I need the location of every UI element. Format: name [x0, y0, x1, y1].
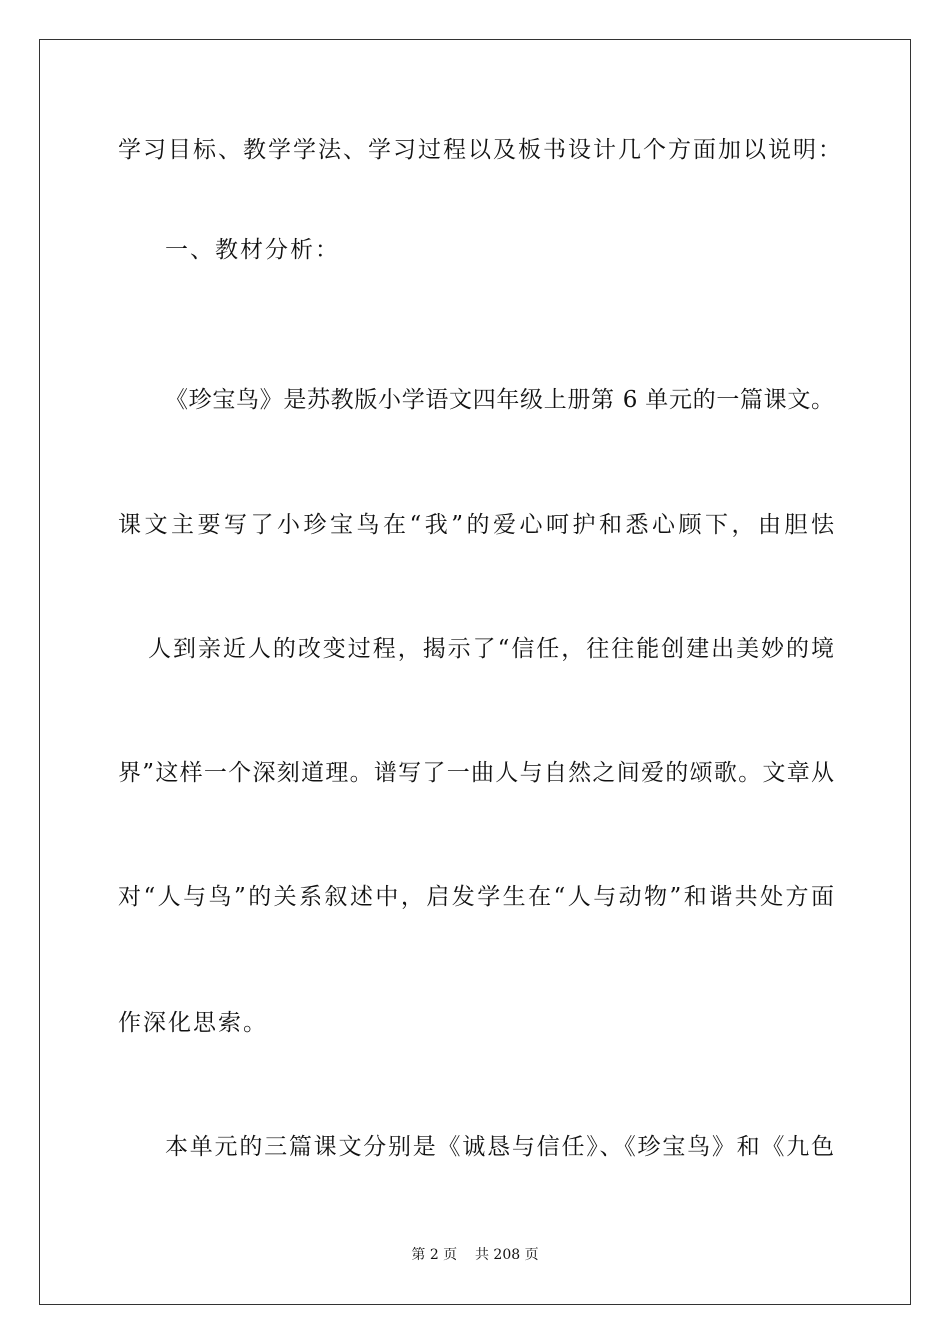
text-line-7: 对“人与鸟”的关系叙述中，启发学生在“人与动物”和谐共处方面: [118, 884, 834, 910]
page-frame: [39, 39, 911, 1305]
text-line-8: 作深化思索。: [118, 1010, 268, 1036]
page-number-footer: 第 2 页 共 208 页: [411, 1247, 539, 1263]
text-line-9: 本单元的三篇课文分别是《诚恳与信任》、《珍宝鸟》和《九色: [165, 1134, 834, 1160]
section-heading: 一、教材分析：: [165, 237, 340, 263]
text-line-4: 课文主要写了小珍宝鸟在“我”的爱心呵护和悉心顾下，由胆怯: [118, 512, 834, 538]
text-line-1: 学习目标、教学学法、学习过程以及板书设计几个方面加以说明：: [118, 137, 843, 163]
text-line-3: 《珍宝鸟》是苏教版小学语文四年级上册第 6 单元的一篇课文。: [165, 387, 834, 413]
text-line-5: 人到亲近人的改变过程，揭示了“信任，往往能创建出美妙的境: [148, 636, 834, 662]
text-line-6: 界”这样一个深刻道理。谱写了一曲人与自然之间爱的颂歌。文章从: [118, 760, 834, 786]
